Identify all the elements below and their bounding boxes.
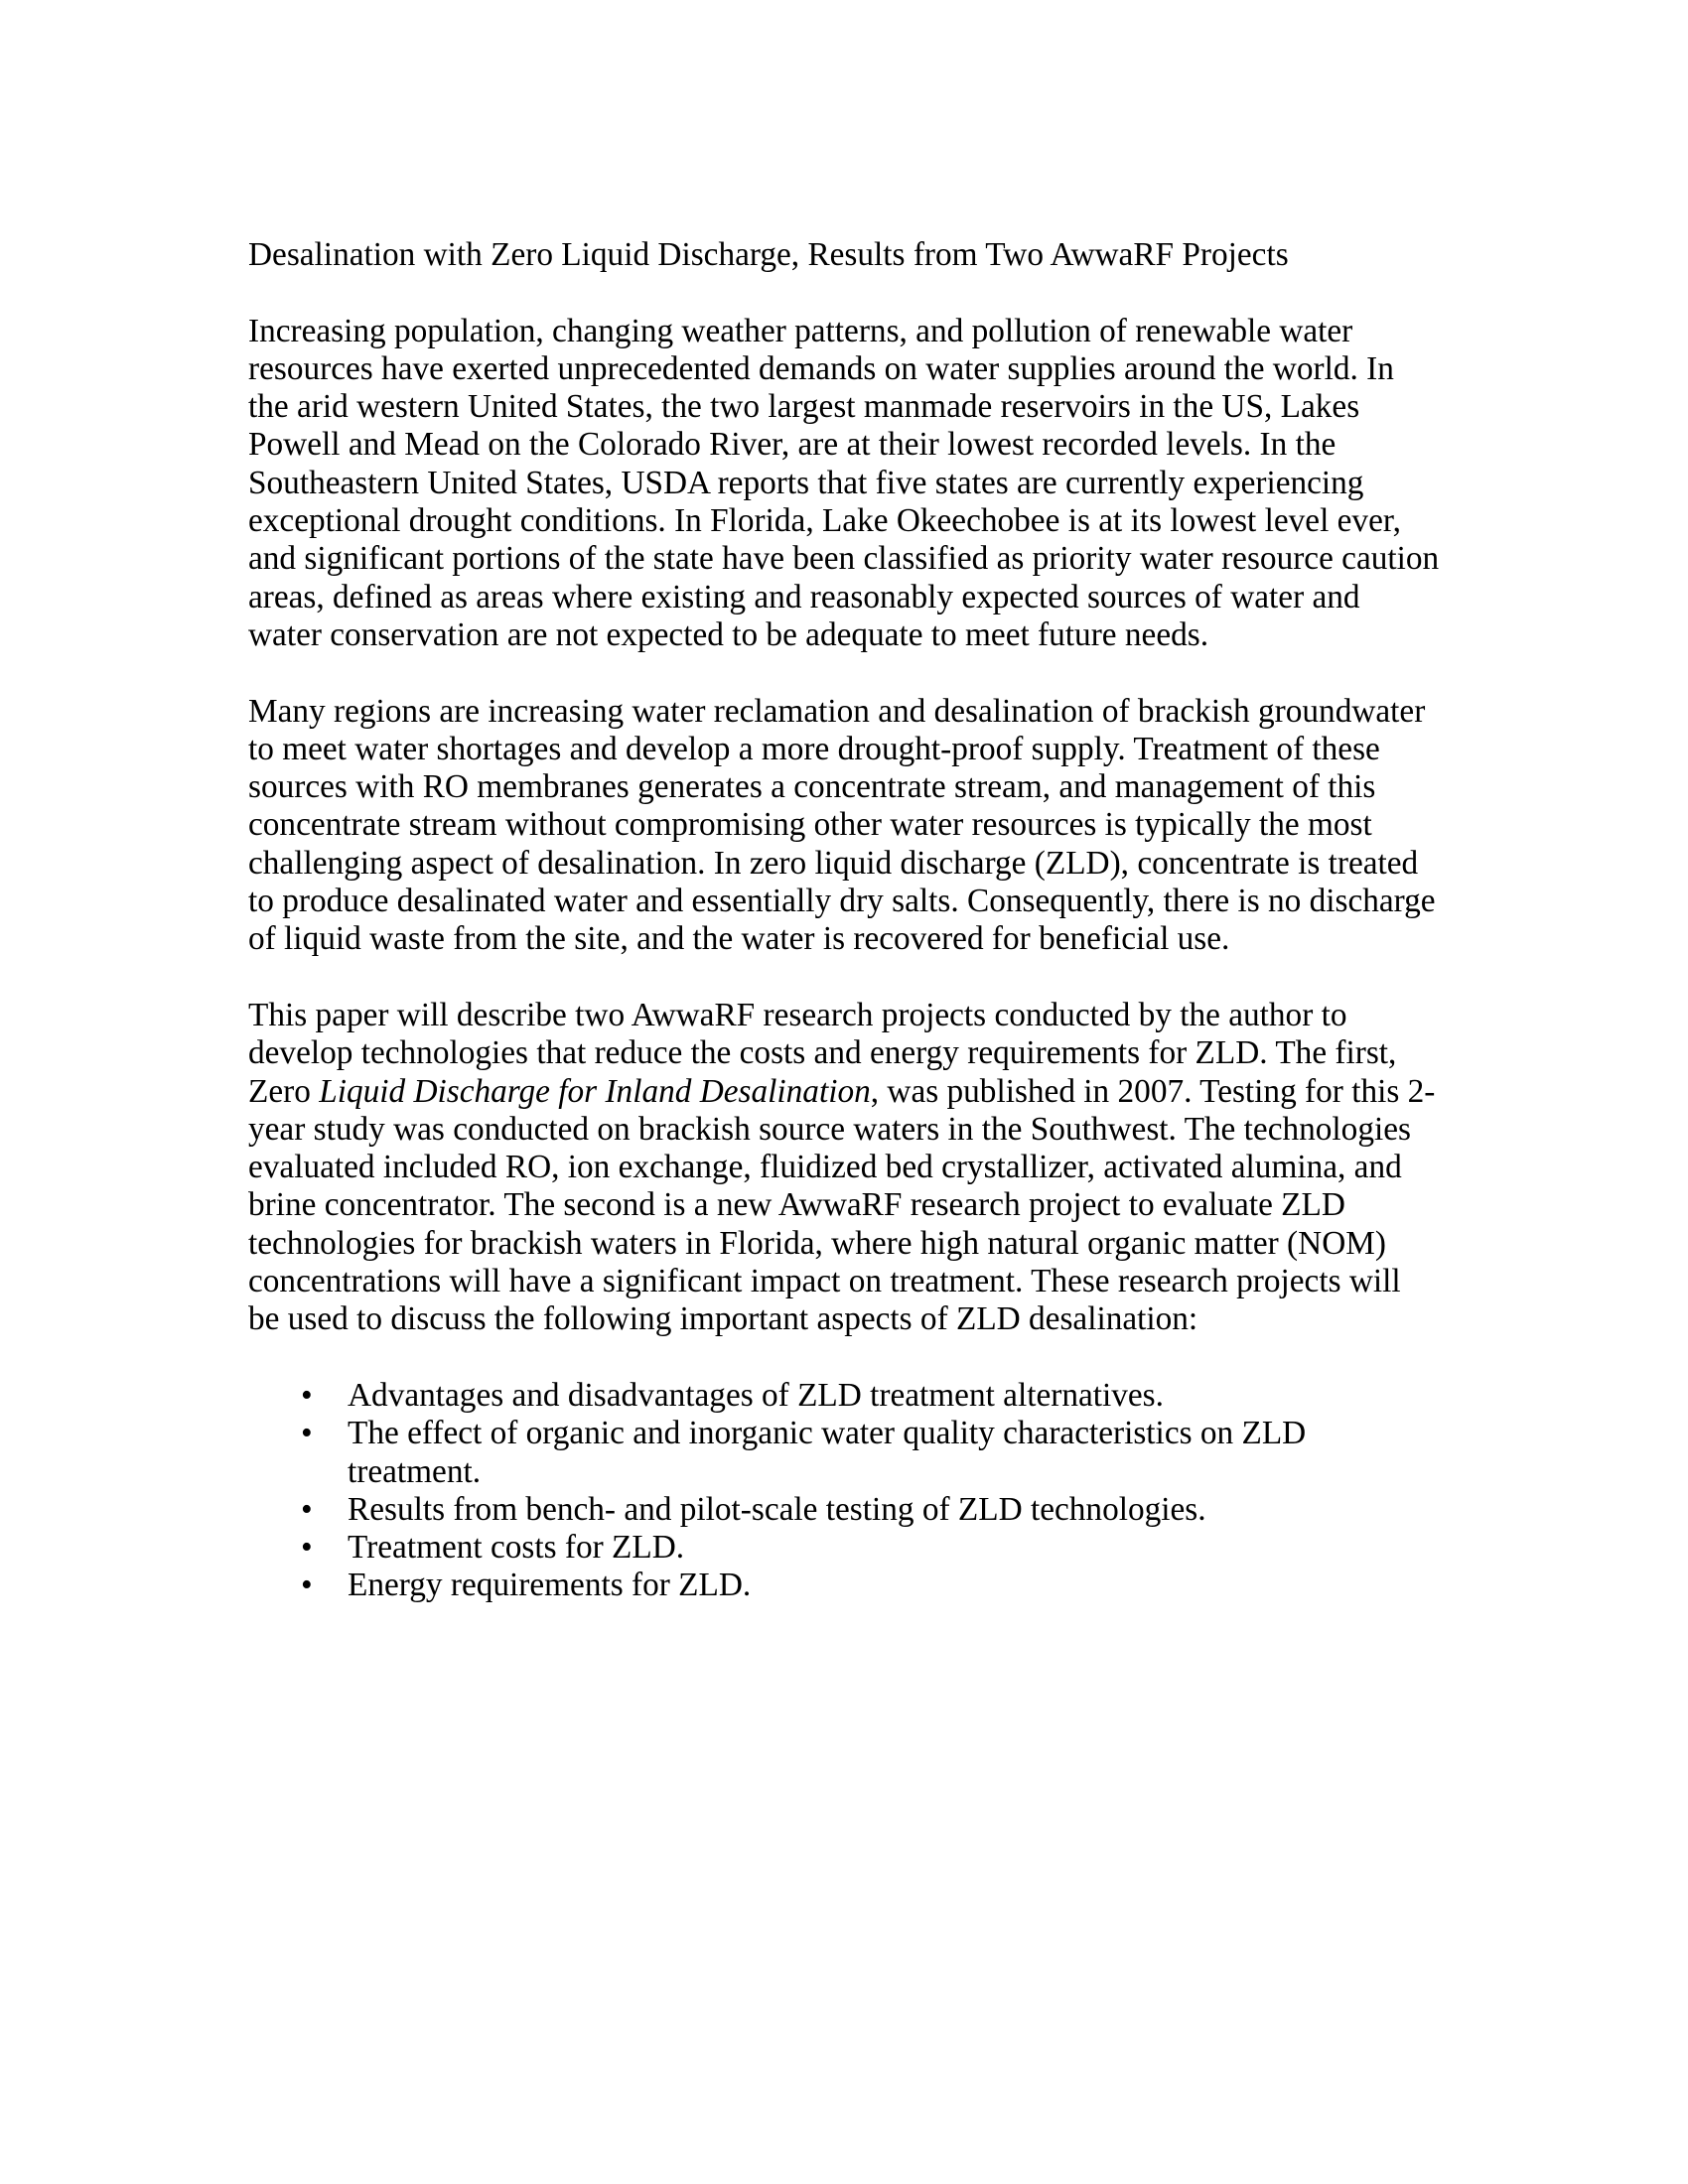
bullet-icon: • [301, 1529, 313, 1567]
paragraph-research-projects [248, 997, 1440, 1339]
list-item [248, 1529, 1440, 1567]
document-content [248, 236, 1440, 1605]
bullet-list [248, 1377, 1440, 1605]
list-item [248, 1567, 1440, 1604]
list-item-text: The effect of organic and inorganic water quality characteristics on ZLD treatment. [348, 1415, 1307, 1490]
list-item-text: Results from bench- and pilot-scale testing of ZLD technologies. [348, 1490, 1206, 1528]
list-item [248, 1491, 1440, 1529]
bullet-icon: • [301, 1415, 313, 1452]
list-item [248, 1377, 1440, 1415]
list-item-text: Advantages and disadvantages of ZLD treatment alternatives. [348, 1376, 1164, 1414]
bullet-icon: • [301, 1567, 313, 1604]
list-item-text: Energy requirements for ZLD. [348, 1567, 752, 1604]
list-item [248, 1415, 1440, 1491]
paragraph-research-projects-tail: , was published in 2007. Testing for this 2-year study was conducted on brackish source waters in the Southwest. The technologies evaluated included RO, ion exchange, fluidized bed crystallizer, activated alumina, and brine concentrator. The second is a new AwwaRF research project to evaluate ZLD technologies for brackish waters in Florida, where high natural organic matter (NOM) concentrations will have a significant impact on treatment. These research projects will be used to discuss the following important aspects of ZLD desalination: [248, 1072, 1436, 1338]
report-title-italic: Liquid Discharge for Inland Desalination [319, 1072, 871, 1110]
bullet-icon: • [301, 1490, 313, 1528]
bullet-icon: • [301, 1376, 313, 1414]
paragraph-research-projects-lead: This paper will describe two AwwaRF research projects conducted by the author to develop technologies that reduce the costs and energy requirements for ZLD. The first, Zero [248, 996, 1397, 1110]
paragraph-water-demand: Increasing population, changing weather patterns, and pollution of renewable water resources have exerted unprecedented demands on water supplies around the world. In the arid western United States, the two largest manmade reservoirs in the US, Lakes Powell and Mead on the Colorado River, are at their lowest recorded levels. In the Southeastern United States, USDA reports that five states are currently experiencing exceptional drought conditions. In Florida, Lake Okeechobee is at its lowest level ever, and significant portions of the state have been classified as priority water resource caution areas, defined as areas where existing and reasonably expected sources of water and water conservation are not expected to be adequate to meet future needs. [248, 312, 1440, 653]
document-title: Desalination with Zero Liquid Discharge, Results from Two AwwaRF Projects [248, 236, 1289, 273]
list-item-text: Treatment costs for ZLD. [348, 1529, 685, 1567]
paragraph-zld-overview: Many regions are increasing water reclamation and desalination of brackish groundwater to meet water shortages and develop a more drought-proof supply. Treatment of these sources with RO membranes generates a concentrate stream, and management of this concentrate stream without compromising other water resources is typically the most challenging aspect of desalination. In zero liquid discharge (ZLD), concentrate is treated to produce desalinated water and essentially dry salts. Consequently, there is no discharge of liquid waste from the site, and the water is recovered for beneficial use. [248, 692, 1436, 958]
